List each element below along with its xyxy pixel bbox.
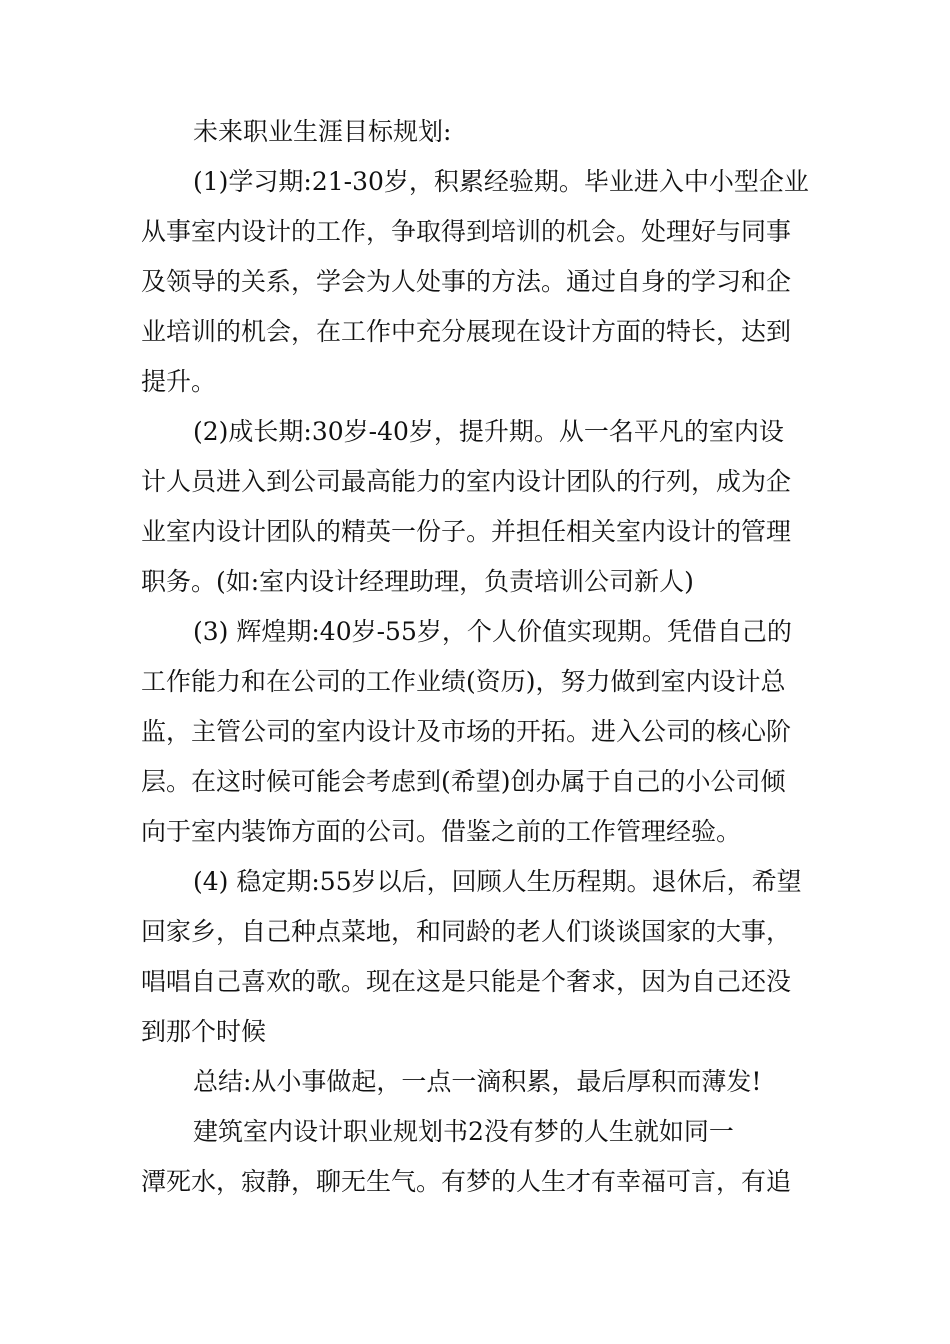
paragraph-line: 回家乡，自己种点菜地，和同龄的老人们谈谈国家的大事， bbox=[141, 917, 792, 946]
paragraph-line: 职务。(如:室内设计经理助理，负责培训公司新人) bbox=[141, 567, 694, 596]
paragraph-line: 建筑室内设计职业规划书2没有梦的人生就如同一 bbox=[193, 1117, 734, 1146]
paragraph-line: 工作能力和在公司的工作业绩(资历)，努力做到室内设计总 bbox=[141, 667, 786, 696]
heading-future-career-plan: 未来职业生涯目标规划: bbox=[193, 117, 452, 146]
paragraph-line: 从事室内设计的工作，争取得到培训的机会。处理好与同事 bbox=[141, 217, 792, 246]
summary-line: 总结:从小事做起，一点一滴积累，最后厚积而薄发! bbox=[193, 1067, 762, 1096]
paragraph-line: 计人员进入到公司最高能力的室内设计团队的行列，成为企 bbox=[141, 467, 792, 496]
paragraph-line: 监，主管公司的室内设计及市场的开拓。进入公司的核心阶 bbox=[141, 717, 792, 746]
paragraph-line: (1)学习期:21-30岁，积累经验期。毕业进入中小型企业 bbox=[193, 167, 809, 196]
paragraph-line: 业培训的机会，在工作中充分展现在设计方面的特长，达到 bbox=[141, 317, 792, 346]
paragraph-line: 潭死水，寂静，聊无生气。有梦的人生才有幸福可言，有追 bbox=[141, 1167, 792, 1196]
paragraph-line: 及领导的关系，学会为人处事的方法。通过自身的学习和企 bbox=[141, 267, 792, 296]
paragraph-line: 向于室内装饰方面的公司。借鉴之前的工作管理经验。 bbox=[141, 817, 742, 846]
paragraph-line: (2)成长期:30岁-40岁，提升期。从一名平凡的室内设 bbox=[193, 417, 784, 446]
paragraph-line: 到那个时候 bbox=[141, 1017, 267, 1046]
paragraph-line: 唱唱自己喜欢的歌。现在这是只能是个奢求，因为自己还没 bbox=[141, 967, 792, 996]
paragraph-line: (3) 辉煌期:40岁-55岁，个人价值实现期。凭借自己的 bbox=[193, 617, 792, 646]
paragraph-line: 提升。 bbox=[141, 367, 217, 396]
paragraph-line: 业室内设计团队的精英一份子。并担任相关室内设计的管理 bbox=[141, 517, 792, 546]
paragraph-line: 层。在这时候可能会考虑到(希望)创办属于自己的小公司倾 bbox=[141, 767, 786, 796]
paragraph-line: (4) 稳定期:55岁以后，回顾人生历程期。退休后，希望 bbox=[193, 867, 802, 896]
